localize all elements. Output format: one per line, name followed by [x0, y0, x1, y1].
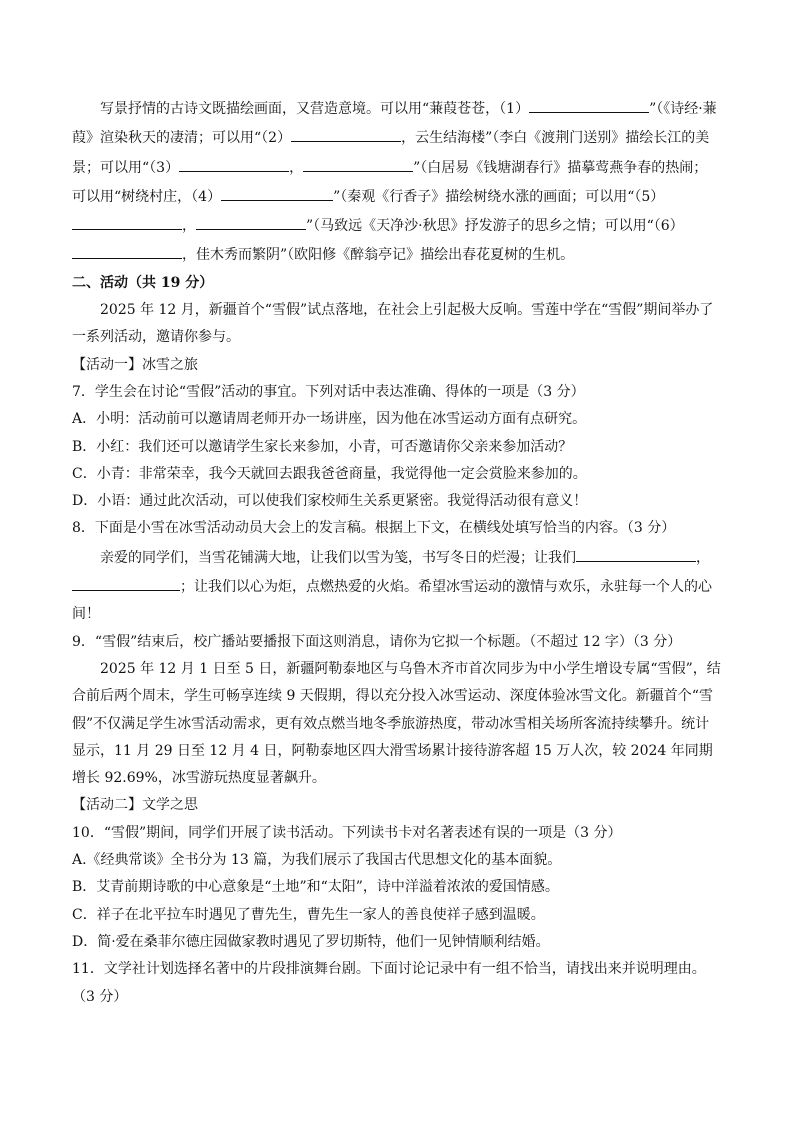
activity-two-title: 【活动二】文学之思: [72, 797, 198, 814]
q8-blank-2[interactable]: [72, 572, 180, 591]
section-intro: 2025 年 12 月，新疆首个“雪假”试点落地，在社会上引起极大反响。雪莲中学在“雪假”期间举办了一系列活动，邀请你参与。: [72, 302, 714, 346]
poetry-fill-paragraph: 写景抒情的古诗文既描绘画面，又营造意境。可以用“蒹葭苍苍，（1） ”（《诗经·蒹葭》渲染秋天的凄清；可以用“（2） ，云生结海楼”（李白《渡荆门送别》描绘长江的美景；可以用“（3） ， ”（白居易《钱塘湖春行》描摹莺燕争春的热闹；可以用“树绕村庄，（4） ”（秦观《行香子》描绘树绕水涨的画面；可以用“（5）， ”（马致远《天净沙·秋思》抒发游子的思乡之情；可以用“（6），佳木秀而繁阴”（欧阳修《醉翁亭记》描绘出春花夏树的生机。: [72, 94, 721, 270]
q10-stem: 10．“雪假”期间，同学们开展了读书活动。下列读书卡对名著表述有误的一项是（3 分）: [72, 824, 622, 841]
answer-blank-5b[interactable]: [196, 211, 306, 230]
q8-blank-1[interactable]: [576, 543, 696, 562]
answer-blank-4[interactable]: [221, 182, 333, 201]
activity-one-title: 【活动一】冰雪之旅: [72, 356, 198, 373]
section-heading: 二、活动（共 19 分）: [72, 274, 214, 291]
q8-speech: 亲爱的同学们，当雪花铺满大地，让我们以雪为笺，书写冬日的烂漫；让我们 ，；让我们以心为炬，点燃热爱的火焰。希望冰雪运动的激情与欢乐，永驻每一个人的心间！: [72, 543, 721, 629]
q9-news-text: 2025 年 12 月 1 日至 5 日，新疆阿勒泰地区与乌鲁木齐市首次同步为中小学生增设专属“雪假”，结合前后两个周末，学生可畅享连续 9 天假期，得以充分投入冰雪运动、深度体验冰雪文化。新疆首个“雪假”不仅满足学生冰雪活动需求，更有效点燃当地冬季旅游热度，带动冰雪相关场所客流持续攀升。统计显示，11 月 29 日至 12 月 4 日，阿勒泰地区四大滑雪场累计接待游客超 15 万人次，较 2024 年同期增长 92.69%，冰雪游玩热度显著飙升。: [72, 660, 721, 787]
q8-stem: 8．下面是小雪在冰雪活动动员大会上的发言稿。根据上下文，在横线处填写恰当的内容。（3 分）: [72, 520, 676, 537]
answer-blank-3a[interactable]: [179, 153, 289, 172]
answer-blank-1[interactable]: [529, 94, 649, 113]
q7-option-c: C．小青：非常荣幸，我今天就回去跟我爸爸商量，我觉得他一定会赏脸来参加的。: [72, 465, 587, 482]
answer-blank-6[interactable]: [72, 240, 182, 259]
answer-blank-3b[interactable]: [303, 153, 413, 172]
q7-option-b: B．小红：我们还可以邀请学生家长来参加，小青，可否邀请你父亲来参加活动？: [72, 438, 573, 455]
q9-stem: 9．“雪假”结束后，校广播站要播报下面这则消息，请你为它拟一个标题。（不超过 12 字）（3 分）: [72, 633, 682, 650]
q10-option-c: C．祥子在北平拉车时遇见了曹先生，曹先生一家人的善良使祥子感到温暖。: [72, 906, 545, 923]
q11-stem: 11．文学社计划选择名著中的片段排演舞台剧。下面讨论记录中有一组不恰当，请找出来并说明理由。（3 分）: [72, 961, 706, 1005]
q7-stem: 7．学生会在讨论“雪假”活动的事宜。下列对话中表达准确、得体的一项是（3 分）: [72, 383, 585, 400]
q10-option-b: B．艾青前期诗歌的中心意象是“土地”和“太阳”，诗中洋溢着浓浓的爱国情感。: [72, 879, 559, 896]
answer-blank-2[interactable]: [291, 123, 401, 142]
q7-option-a: A．小明：活动前可以邀请周老师开办一场讲座，因为他在冰雪运动方面有点研究。: [72, 411, 587, 428]
q10-option-a: A.《经典常谈》全书分为 13 篇，为我们展示了我国古代思想文化的基本面貌。: [72, 852, 562, 869]
q10-option-d: D．简·爱在桑菲尔德庄园做家教时遇见了罗切斯特，他们一见钟情顺利结婚。: [72, 933, 550, 950]
answer-blank-5a[interactable]: [72, 211, 182, 230]
q7-option-d: D．小语：通过此次活动，可以使我们家校师生关系更紧密。我觉得活动很有意义！: [72, 493, 588, 510]
